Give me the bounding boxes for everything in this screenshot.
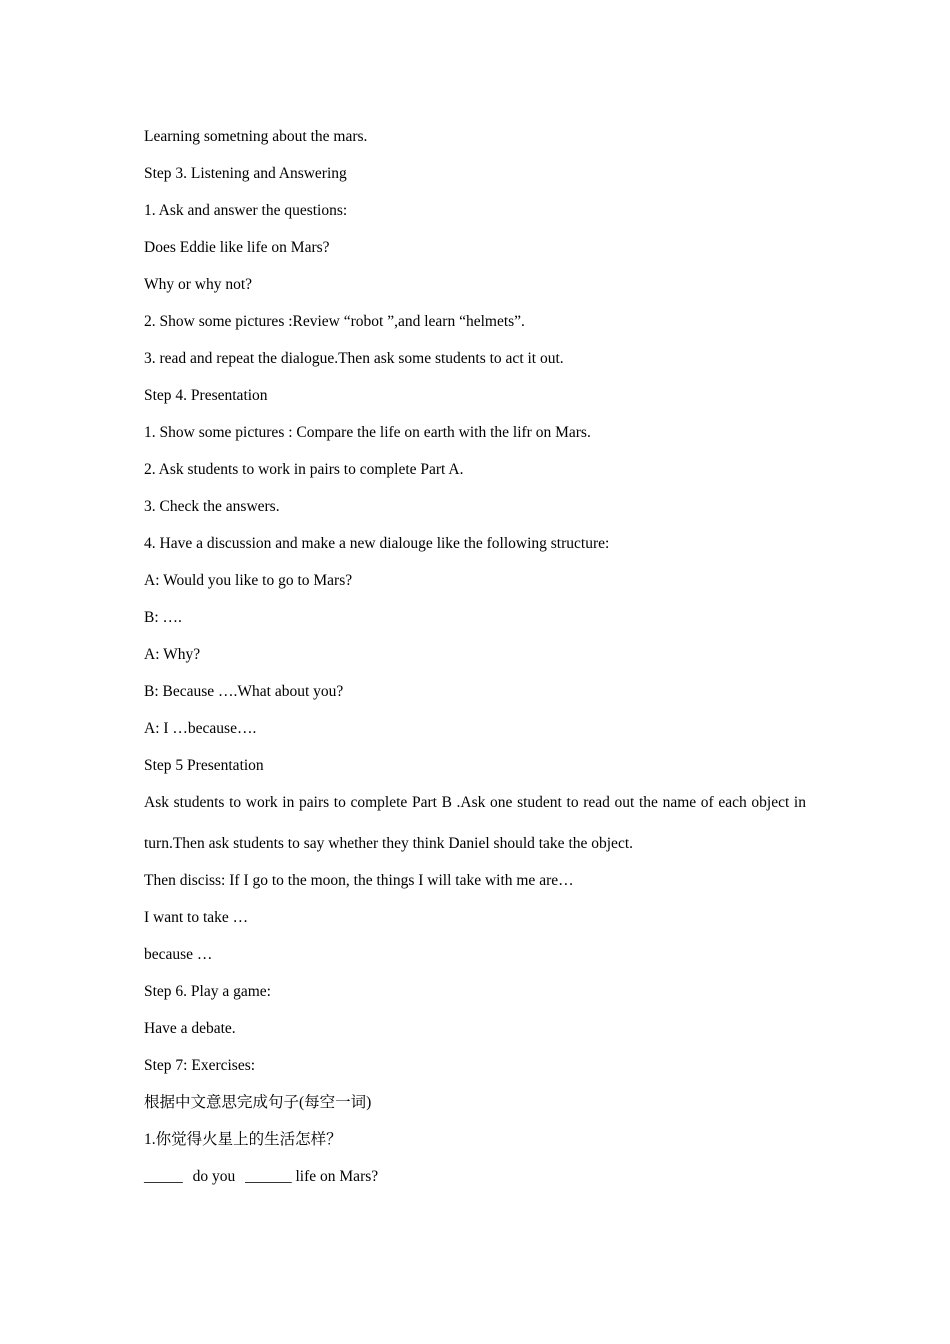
- text-line: 3. read and repeat the dialogue.Then ask some students to act it out.: [144, 350, 564, 367]
- blank-2: ______: [245, 1168, 292, 1185]
- exercise-question: 1.你觉得火星上的生活怎样？: [144, 1131, 342, 1148]
- text-line: 3. Check the answers.: [144, 498, 280, 515]
- dialogue-line: B: ….: [144, 609, 182, 626]
- fill-in-blank-line: [144, 1164, 806, 1189]
- fill-text-end: life on Mars?: [295, 1168, 379, 1185]
- text-line: because …: [144, 946, 213, 963]
- blank-1: _____: [144, 1168, 183, 1185]
- text-line: Does Eddie like life on Mars?: [144, 239, 330, 256]
- document-page: [144, 124, 806, 1201]
- step-heading: Step 3. Listening and Answering: [144, 165, 347, 182]
- step-heading: Step 7: Exercises:: [144, 1057, 256, 1074]
- text-line: I want to take …: [144, 909, 249, 926]
- text-line: 2. Show some pictures :Review “robot ”,and learn “helmets”.: [144, 313, 525, 330]
- text-line: 4. Have a discussion and make a new dialouge like the following structure:: [144, 535, 610, 552]
- dialogue-line: A: I …because….: [144, 720, 257, 737]
- text-line: Learning sometning about the mars.: [144, 128, 368, 145]
- text-line: Why or why not?: [144, 276, 253, 293]
- step-heading: Step 6. Play a game:: [144, 983, 271, 1000]
- text-line: 2. Ask students to work in pairs to complete Part A.: [144, 461, 464, 478]
- instruction-paragraph: Ask students to work in pairs to complete Part B .Ask one student to read out the name of each object in turn.Then ask students to say whether they think Daniel should take the object.: [144, 794, 806, 852]
- exercise-instruction: 根据中文意思完成句子(每空一词): [144, 1094, 372, 1111]
- dialogue-line: A: Would you like to go to Mars?: [144, 572, 353, 589]
- step-heading: Step 4. Presentation: [144, 387, 268, 404]
- step-heading: Step 5 Presentation: [144, 757, 264, 774]
- text-line: 1. Show some pictures : Compare the life on earth with the lifr on Mars.: [144, 424, 591, 441]
- text-line: Have a debate.: [144, 1020, 236, 1037]
- text-line: 1. Ask and answer the questions:: [144, 202, 348, 219]
- dialogue-line: B: Because ….What about you?: [144, 683, 344, 700]
- dialogue-line: A: Why?: [144, 646, 201, 663]
- fill-text-middle: do you: [192, 1168, 236, 1185]
- text-line: Then disciss: If I go to the moon, the things I will take with me are…: [144, 872, 574, 889]
